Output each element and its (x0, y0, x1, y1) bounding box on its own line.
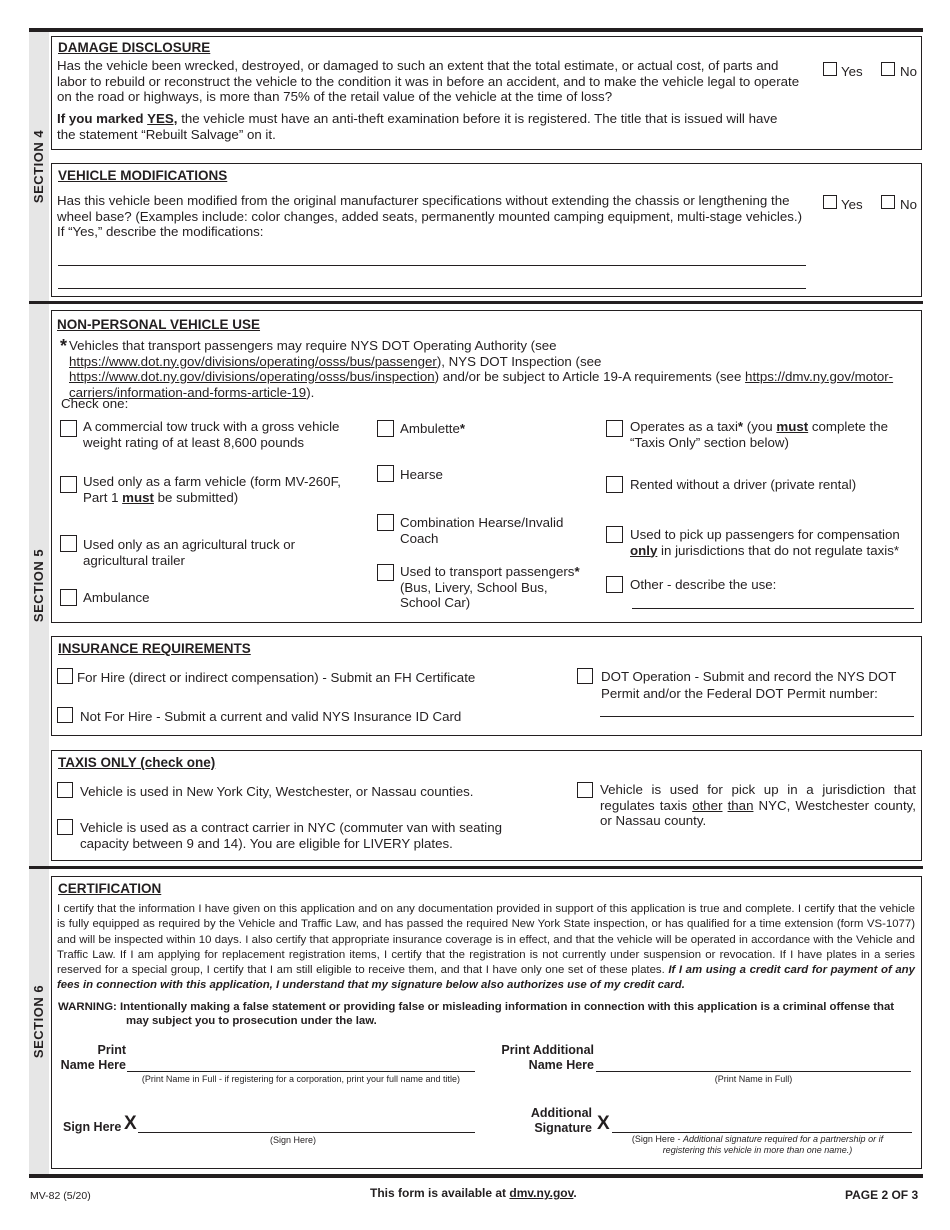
additional-print-name-label: Print Additional Name Here (501, 1043, 594, 1072)
modifications-question: Has this vehicle been modified from the original manufacturer specifications without extending the chassis or lengthening the wheel base? (Examples include: color changes, added seats, permanently mounted camping equipment, multi-stage vehicles.) If “Yes,” describe the modifications: (57, 193, 803, 239)
print-name-hint: (Print Name in Full - if registering for a corporation, print your full name and title) (141, 1074, 461, 1084)
footer-availability: This form is available at dmv.ny.gov. (370, 1186, 577, 1200)
additional-signature-label: Additional Signature (530, 1106, 592, 1135)
dot-operation-checkbox[interactable] (577, 668, 593, 684)
ambulance-checkbox[interactable] (60, 589, 77, 606)
combination-hearse-checkbox[interactable] (377, 514, 394, 531)
damage-yes-label: Yes (841, 64, 863, 79)
warning (58, 1000, 908, 1028)
print-name-line[interactable] (127, 1071, 475, 1072)
check-one-label: Check one: (61, 396, 129, 411)
modifications-no-label: No (900, 197, 917, 212)
additional-signature-x: X (597, 1113, 610, 1134)
sign-here-label: Sign Here (63, 1120, 122, 1134)
contract-carrier-checkbox[interactable] (57, 819, 73, 835)
damage-yes-checkbox[interactable] (823, 62, 837, 76)
warning-label: WARNING: (58, 1001, 117, 1013)
farm-vehicle-label: Used only as a farm vehicle (form MV-260F, Part 1 must be submitted) (83, 474, 341, 505)
other-use-label: Other - describe the use: (630, 577, 777, 592)
for-hire-label: For Hire (direct or indirect compensation) - Submit an FH Certificate (77, 670, 476, 685)
modifications-line-1[interactable] (58, 265, 806, 266)
transport-passengers-checkbox[interactable] (377, 564, 394, 581)
non-personal-heading: NON-PERSONAL VEHICLE USE (57, 317, 261, 332)
print-name-label: Print Name Here (60, 1043, 126, 1072)
sign-here-x: X (124, 1113, 137, 1134)
top-rule (29, 28, 923, 32)
damage-question: Has the vehicle been wrecked, destroyed, or damaged to such an extent that the total estimate, or actual cost, of parts and labor to rebuild or reconstruct the vehicle to the condition it was in before an accident, and to make the vehicle legal to operate on the road or highways, is more than 75% of the retail value of the vehicle at the time of loss? (57, 58, 800, 104)
certification-text: I certify that the information I have given on this application and on any documentation provided in support of this application is true and complete. I certify that the vehicle is fully equipped as required by the Vehicle and Traffic Law, and has passed the required New York State inspection, or has qualified for a time extension (form VS-1077) and will be inspected within 10 days. I also certify that appropriate insurance coverage is in effect, and that the vehicle will be operated in accordance with the Vehicle and Traffic Law. If I am applying for replacement registration items, I certify that the registration is not currently under suspension or revocation. If I have plates in a series reserved for a special group, I certify that I am still eligible to receive them, and that I have only one set of these plates. If I am using a credit card for payment of any fees in connection with this application, I understand that my signature below also authorizes use of my credit card. (57, 903, 915, 992)
agricultural-label: Used only as an agricultural truck or agricultural trailer (83, 537, 296, 568)
damage-note: If you marked YES, the vehicle must have an anti-theft examination before it is registered. The title that is issued will have the statement “Rebuilt Salvage” on it. (57, 111, 778, 142)
section-5-label: SECTION 5 (31, 548, 47, 623)
pickup-compensation-checkbox[interactable] (606, 526, 623, 543)
bottom-rule (29, 1174, 923, 1178)
agricultural-checkbox[interactable] (60, 535, 77, 552)
farm-vehicle-checkbox[interactable] (60, 476, 77, 493)
dot-permit-line[interactable] (600, 716, 914, 717)
section-4-label: SECTION 4 (31, 129, 47, 204)
dot-passenger-link[interactable]: https://www.dot.ny.gov/divisions/operating/osss/bus/passenger (69, 353, 437, 369)
taxi-label: Operates as a taxi* (you must complete the “Taxis Only” section below) (630, 419, 888, 450)
dmv-site-link[interactable]: dmv.ny.gov (509, 1186, 574, 1200)
hearse-checkbox[interactable] (377, 465, 394, 482)
taxis-only-heading: TAXIS ONLY (check one) (58, 755, 216, 770)
dot-operation-label: DOT Operation - Submit and record the NYS DOT Permit and/or the Federal DOT Permit number: (601, 669, 897, 701)
taxi-nyc-checkbox[interactable] (57, 782, 73, 798)
modifications-no-checkbox[interactable] (881, 195, 895, 209)
section-5-rule (29, 301, 923, 304)
modifications-yes-checkbox[interactable] (823, 195, 837, 209)
transport-passengers-label: Used to transport passengers* (Bus, Livery, School Bus, School Car) (400, 564, 580, 610)
damage-no-checkbox[interactable] (881, 62, 895, 76)
insurance-heading: INSURANCE REQUIREMENTS (58, 641, 251, 656)
dot-inspection-link[interactable]: https://www.dot.ny.gov/divisions/operating/osss/bus/inspection (69, 369, 435, 384)
ambulance-label: Ambulance (83, 590, 150, 605)
ambulette-label: Ambulette* (400, 421, 466, 436)
additional-print-name-line[interactable] (596, 1071, 911, 1072)
signature-line[interactable] (138, 1132, 475, 1133)
other-use-line[interactable] (632, 608, 914, 609)
other-jurisdiction-checkbox[interactable] (577, 782, 593, 798)
ambulette-checkbox[interactable] (377, 420, 394, 437)
section-6-rule (29, 866, 923, 869)
additional-print-name-hint: (Print Name in Full) (714, 1074, 793, 1084)
pickup-compensation-label: Used to pick up passengers for compensation only in jurisdictions that do not regulate taxis* (630, 527, 900, 558)
other-use-checkbox[interactable] (606, 576, 623, 593)
contract-carrier-label: Vehicle is used as a contract carrier in NYC (commuter van with seating capacity between 9 and 14). You are eligible for LIVERY plates. (80, 820, 502, 851)
tow-truck-checkbox[interactable] (60, 420, 77, 437)
tow-truck-label: A commercial tow truck with a gross vehicle weight rating of at least 8,600 pounds (83, 419, 340, 450)
modifications-line-2[interactable] (58, 288, 806, 289)
warning-text: Intentionally making a false statement or providing false or misleading information in connection with this application is a criminal offense that may subject you to prosecution under the law. (120, 1001, 895, 1027)
taxi-checkbox[interactable] (606, 420, 623, 437)
other-jurisdiction-label: Vehicle is used for pick up in a jurisdiction that regulates taxis other than NYC, Westchester county, or Nassau county. (600, 782, 916, 828)
dot-note-asterisk: * (60, 336, 68, 356)
rented-label: Rented without a driver (private rental) (630, 477, 857, 492)
page-number: PAGE 2 OF 3 (845, 1188, 919, 1202)
combination-hearse-label: Combination Hearse/Invalid Coach (400, 515, 564, 546)
rented-checkbox[interactable] (606, 476, 623, 493)
for-hire-checkbox[interactable] (57, 668, 73, 684)
modifications-heading: VEHICLE MODIFICATIONS (58, 168, 228, 183)
not-for-hire-label: Not For Hire - Submit a current and valid NYS Insurance ID Card (80, 709, 462, 724)
certification-heading: CERTIFICATION (58, 881, 162, 896)
section-6-label: SECTION 6 (31, 984, 47, 1059)
hearse-label: Hearse (400, 467, 443, 482)
damage-no-label: No (900, 64, 917, 79)
taxi-nyc-label: Vehicle is used in New York City, Westchester, or Nassau counties. (80, 784, 474, 799)
additional-signature-hint: (Sign Here - Additional signature required for a partnership or if registering this vehicle in more than one name.) (631, 1134, 884, 1155)
form-number: MV-82 (5/20) (30, 1190, 91, 1202)
damage-heading: DAMAGE DISCLOSURE (58, 40, 211, 55)
dot-note: Vehicles that transport passengers may require NYS DOT Operating Authority (see https://www.dot.ny.gov/divisions/operating/osss/bus/passenger), NYS DOT Inspection (see https://www.dot.ny.gov/divisions/operating/osss/bus/inspection) and/or be subject to Article 19-A requirements (see https://dmv.ny.gov/motor-carriers/information-and-forms-article-19). (69, 338, 894, 400)
sign-here-hint: (Sign Here) (269, 1135, 316, 1145)
modifications-yes-label: Yes (841, 197, 863, 212)
article-19-link[interactable]: https://dmv.ny.gov/motor-carriers/information-and-forms-article-19 (69, 369, 894, 400)
not-for-hire-checkbox[interactable] (57, 707, 73, 723)
additional-signature-line[interactable] (612, 1132, 912, 1133)
